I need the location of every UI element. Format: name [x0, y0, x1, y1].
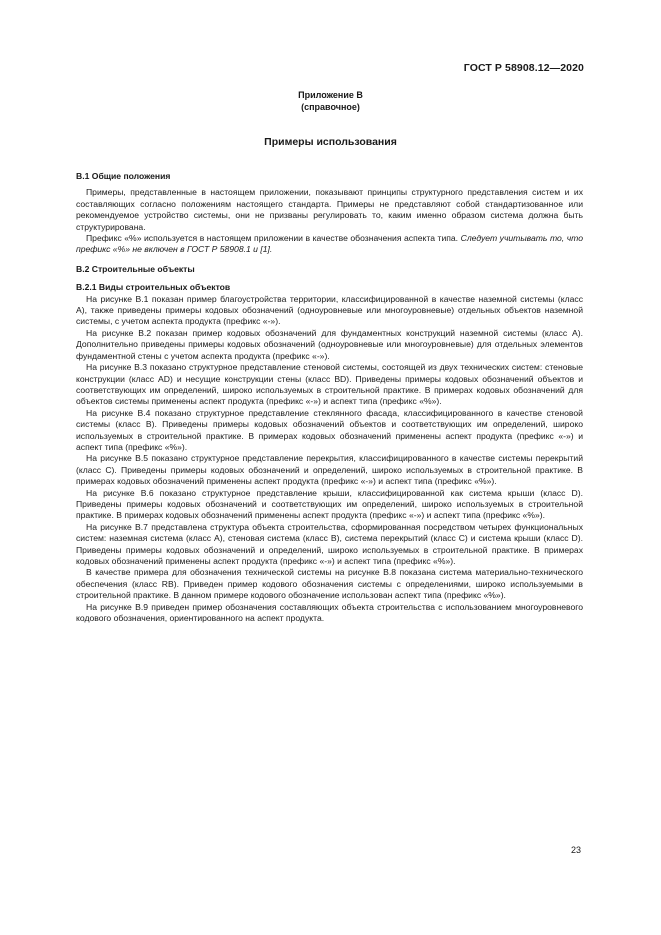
paragraph: На рисунке В.5 показано структурное представление перекрытия, классифицированного в качестве системы перекрытий (класс С). Приведены примеры кодовых обозначений и определений, широко используемых в строительной практике. В примерах кодовых обозначений применены аспект продукта (префикс «-») и аспект типа (префикс «%»). — [76, 453, 583, 487]
standard-header: ГОСТ Р 58908.12—2020 — [463, 62, 584, 74]
paragraph: На рисунке В.7 представлена структура объекта строительства, сформированная посредством четырех функциональных систем: наземная система (класс А), стеновая система (класс В), система перекрытий (класс С) и система крыши (класс D). Приведены примеры кодовых обозначений и определений, широко используемых в строительной практике. В примерах кодовых обозначений применены аспект продукта (префикс «-») и аспект типа (префикс «%»). — [76, 521, 583, 566]
document-body — [76, 171, 583, 624]
paragraph: На рисунке В.1 показан пример благоустройства территории, классифицированной в качестве наземной системы (класс А), также приведены примеры кодовых обозначений (одноуровневые или многоуровневые) отдельных объектов наземной системы, с учетом аспекта продукта (префикс «-»). — [76, 293, 583, 327]
paragraph: На рисунке В.3 показано структурное представление стеновой системы, состоящей из двух технических систем: стеновые конструкции (класс AD) и несущие конструкции стены (класс BD). Приведены примеры кодовых обозначений объектов и соответствующих им определений, широко используемых в строительной практике. В примерах кодовых обозначений для объектов системы применены аспект продукта (префикс «-») и аспект типа (префикс «%»). — [76, 362, 583, 407]
paragraph-italic-note: Следует учитывать то, что префикс «%» не включен в ГОСТ Р 58908.1 и [1]. — [76, 233, 583, 255]
paragraph: На рисунке В.6 показано структурное представление крыши, классифицированной как система крыши (класс D). Приведены примеры кодовых обозначений и соответствующих им определений, широко используемых в строительной практике. В примерах кодовых обозначений применены аспект продукта (префикс «-») и аспект типа (префикс «%»). — [76, 487, 583, 521]
paragraph: На рисунке В.2 показан пример кодовых обозначений для фундаментных конструкций наземной системы (класс А). Дополнительно приведены примеры кодовых обозначений (одноуровневые или многоуровневые) для отдельных элементов фундаментной стены с учетом аспекта продукта (префикс «-»). — [76, 327, 583, 361]
paragraph-text: Префикс «%» используется в настоящем приложении в качестве обозначения аспекта типа. — [86, 233, 459, 244]
heading-b2-1: В.2.1 Виды строительных объектов — [76, 282, 231, 293]
paragraph: На рисунке В.9 приведен пример обозначения составляющих объекта строительства с использованием многоуровневого кодового обозначения, ориентированного на аспект продукта. — [76, 601, 583, 624]
heading-b2: В.2 Строительные объекты — [76, 263, 195, 274]
appendix-title: Приложение В — [298, 90, 363, 100]
heading-b1: В.1 Общие положения — [76, 171, 171, 181]
page-number: 23 — [570, 845, 581, 855]
paragraph — [76, 233, 583, 256]
section-title: Примеры использования — [264, 136, 397, 148]
appendix-subtitle: (справочное) — [301, 102, 360, 112]
paragraph: На рисунке В.4 показано структурное представление стеклянного фасада, классифицированного в качестве стеновой системы (класс В). Приведены примеры кодовых обозначений объектов и соответствующих им определений, широко используемых в строительной практике. В примерах кодовых обозначений применены аспект продукта (префикс «-») и аспект типа (префикс «%»). — [76, 407, 583, 452]
paragraph: Примеры, представленные в настоящем приложении, показывают принципы структурного представления систем и их составляющих согласно положениям настоящего стандарта. Примеры не представляют собой стандартизованное или рекомендуемое устройство системы, они не призваны регулировать то, каким именно образом система должна быть структурирована. — [76, 187, 583, 232]
paragraph: В качестве примера для обозначения технической системы на рисунке В.8 показана система материально-технического обеспечения (класс RB). Приведен пример кодового обозначения системы с определениями, широко используемыми в строительной практике. В данном примере кодового обозначение использован аспект типа (префикс «%»). — [76, 567, 583, 601]
